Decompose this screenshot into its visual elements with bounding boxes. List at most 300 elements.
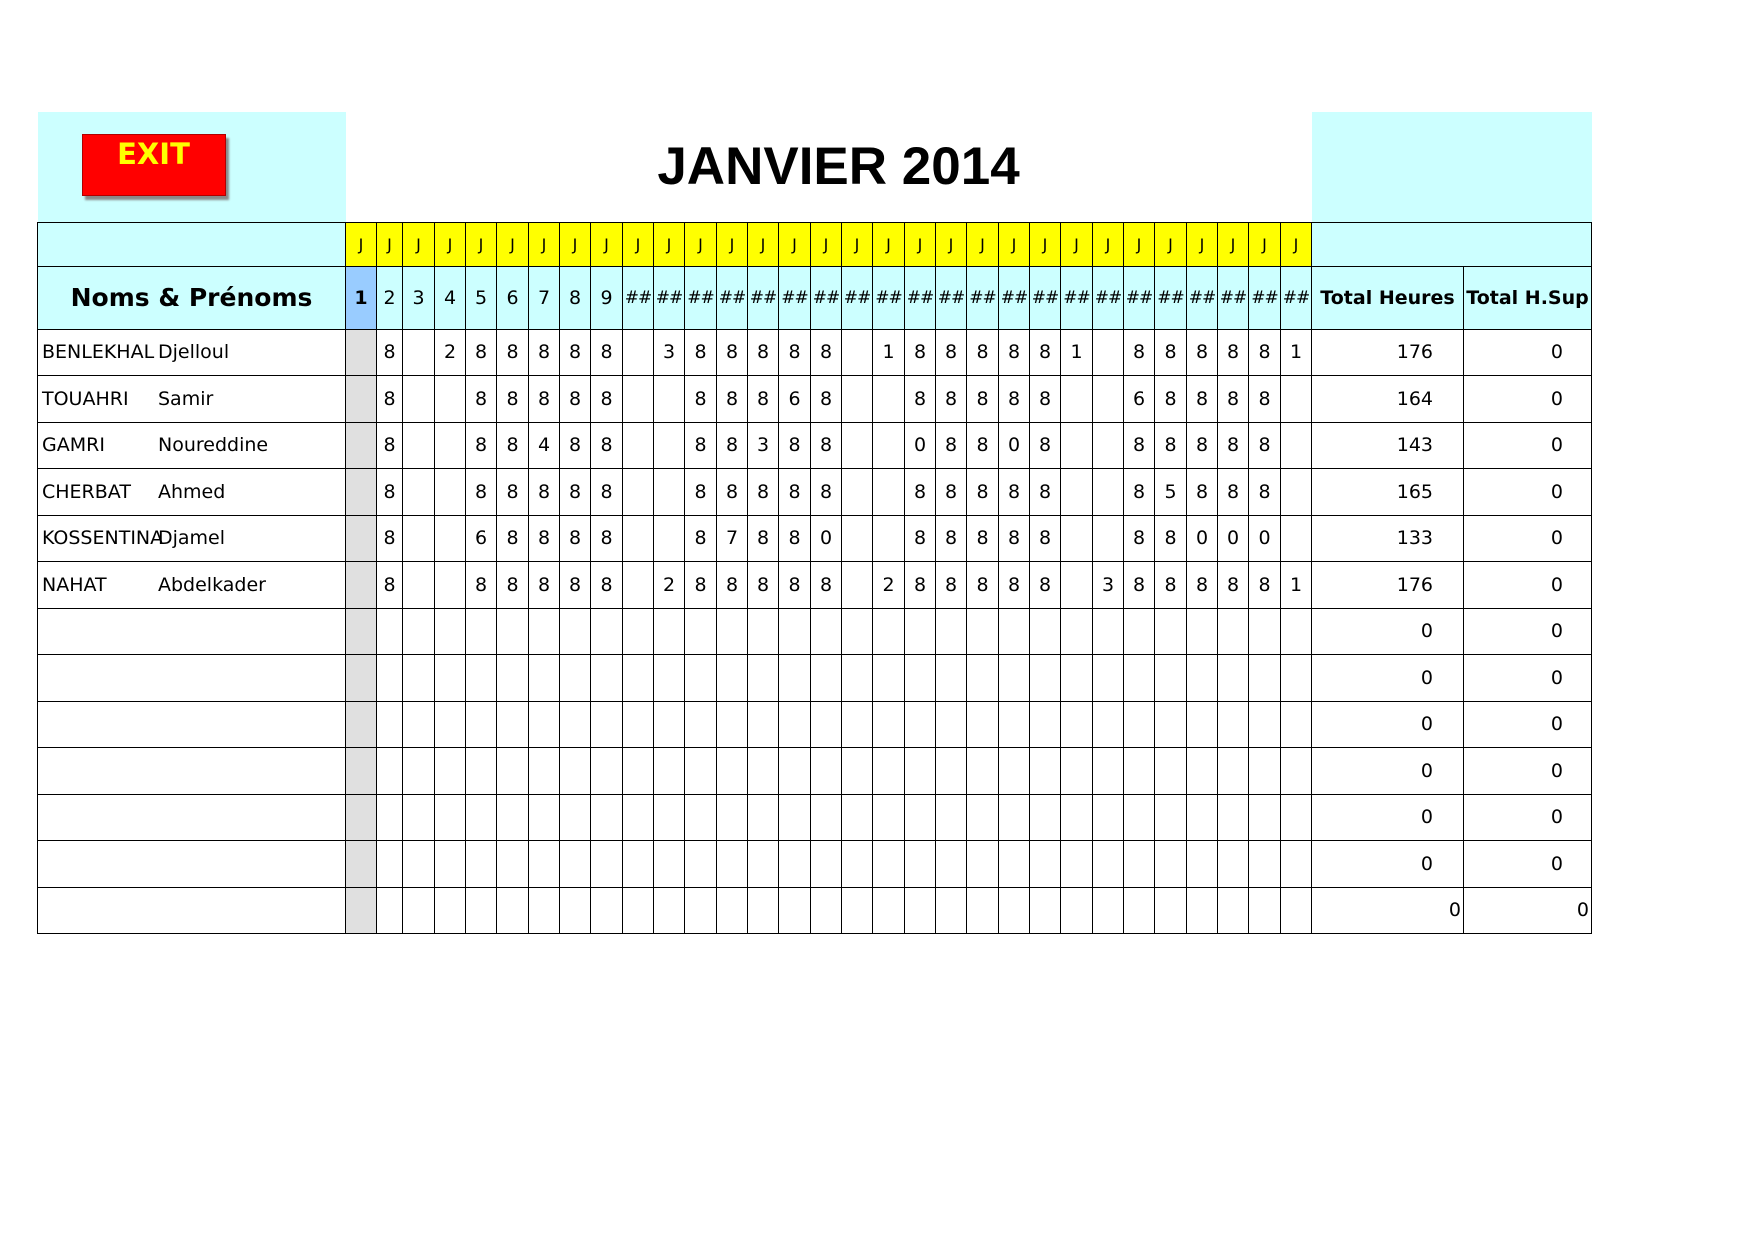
day-hours-cell[interactable]: 8 (779, 515, 811, 562)
day-hours-cell[interactable] (1218, 655, 1249, 702)
day-hours-cell[interactable]: 8 (466, 469, 497, 516)
day-number-header[interactable]: ## (1218, 266, 1249, 329)
day-hours-cell[interactable]: 0 (905, 422, 936, 469)
day-hours-cell[interactable]: 8 (1155, 329, 1187, 376)
day-hours-cell[interactable]: 1 (873, 329, 905, 376)
day-hours-cell[interactable]: 8 (591, 329, 623, 376)
day-hours-cell[interactable]: 8 (466, 422, 497, 469)
employee-name-cell[interactable] (38, 376, 346, 423)
employee-name-cell[interactable] (38, 469, 346, 516)
day-hours-cell[interactable] (779, 655, 811, 702)
day-hours-cell[interactable] (811, 794, 842, 841)
day-hours-cell[interactable] (529, 794, 560, 841)
day-number-header[interactable]: ## (967, 266, 999, 329)
day-hours-cell[interactable]: 8 (905, 329, 936, 376)
day-number-header[interactable]: ## (654, 266, 685, 329)
day-hours-cell[interactable] (1187, 608, 1218, 655)
day-hours-cell[interactable]: 8 (999, 469, 1030, 516)
day-hours-cell[interactable] (591, 887, 623, 934)
day-hours-cell[interactable]: 8 (560, 469, 591, 516)
employee-name-cell[interactable] (38, 841, 346, 888)
day-hours-cell[interactable] (346, 655, 377, 702)
day-hours-cell[interactable] (623, 376, 654, 423)
day-hours-cell[interactable] (1061, 655, 1093, 702)
day-hours-cell[interactable] (466, 794, 497, 841)
day-hours-cell[interactable] (999, 887, 1030, 934)
day-hours-cell[interactable] (905, 701, 936, 748)
day-number-header[interactable]: 5 (466, 266, 497, 329)
day-number-header[interactable]: ## (717, 266, 748, 329)
day-hours-cell[interactable] (905, 655, 936, 702)
day-hours-cell[interactable] (497, 608, 529, 655)
day-hours-cell[interactable] (873, 422, 905, 469)
day-hours-cell[interactable] (623, 887, 654, 934)
day-hours-cell[interactable] (842, 794, 873, 841)
day-hours-cell[interactable] (905, 887, 936, 934)
day-hours-cell[interactable]: 8 (1124, 422, 1155, 469)
day-hours-cell[interactable]: 8 (1249, 469, 1281, 516)
employee-name-cell[interactable] (38, 608, 346, 655)
day-hours-cell[interactable] (466, 841, 497, 888)
day-hours-cell[interactable] (1249, 748, 1281, 795)
day-hours-cell[interactable] (811, 608, 842, 655)
day-hours-cell[interactable] (377, 887, 403, 934)
day-hours-cell[interactable] (999, 701, 1030, 748)
day-hours-cell[interactable]: 8 (748, 376, 779, 423)
day-hours-cell[interactable] (466, 608, 497, 655)
day-hours-cell[interactable] (403, 515, 435, 562)
day-hours-cell[interactable] (811, 655, 842, 702)
day-hours-cell[interactable]: 8 (529, 376, 560, 423)
day-hours-cell[interactable] (779, 701, 811, 748)
day-hours-cell[interactable]: 8 (936, 469, 967, 516)
day-hours-cell[interactable] (346, 748, 377, 795)
day-hours-cell[interactable] (1187, 701, 1218, 748)
day-hours-cell[interactable] (497, 748, 529, 795)
day-hours-cell[interactable]: 8 (811, 469, 842, 516)
day-hours-cell[interactable] (591, 608, 623, 655)
day-number-header[interactable]: 9 (591, 266, 623, 329)
day-hours-cell[interactable] (435, 376, 466, 423)
day-hours-cell[interactable] (403, 376, 435, 423)
day-hours-cell[interactable] (1155, 608, 1187, 655)
day-hours-cell[interactable]: 8 (779, 562, 811, 609)
day-hours-cell[interactable] (1093, 655, 1124, 702)
day-number-header[interactable]: 1 (346, 266, 377, 329)
day-number-header[interactable]: ## (1187, 266, 1218, 329)
day-hours-cell[interactable] (779, 748, 811, 795)
day-hours-cell[interactable] (1124, 887, 1155, 934)
day-hours-cell[interactable] (560, 608, 591, 655)
employee-name-cell[interactable] (38, 655, 346, 702)
day-hours-cell[interactable] (842, 887, 873, 934)
day-hours-cell[interactable] (1281, 841, 1312, 888)
employee-name-cell[interactable] (38, 701, 346, 748)
day-hours-cell[interactable]: 8 (717, 376, 748, 423)
day-hours-cell[interactable] (1249, 794, 1281, 841)
day-hours-cell[interactable]: 3 (654, 329, 685, 376)
day-number-header[interactable]: ## (685, 266, 717, 329)
day-hours-cell[interactable] (1124, 701, 1155, 748)
employee-name-cell[interactable] (38, 562, 346, 609)
day-hours-cell[interactable] (1218, 841, 1249, 888)
day-hours-cell[interactable] (873, 608, 905, 655)
day-hours-cell[interactable] (591, 748, 623, 795)
day-hours-cell[interactable] (377, 794, 403, 841)
day-hours-cell[interactable] (685, 701, 717, 748)
day-hours-cell[interactable]: 8 (560, 376, 591, 423)
day-hours-cell[interactable] (435, 887, 466, 934)
day-hours-cell[interactable] (1281, 608, 1312, 655)
day-hours-cell[interactable]: 8 (811, 376, 842, 423)
day-hours-cell[interactable]: 8 (1218, 469, 1249, 516)
employee-name-cell[interactable] (38, 887, 346, 934)
day-hours-cell[interactable] (873, 841, 905, 888)
day-hours-cell[interactable] (685, 655, 717, 702)
day-number-header[interactable]: 8 (560, 266, 591, 329)
day-hours-cell[interactable] (346, 562, 377, 609)
day-hours-cell[interactable] (529, 841, 560, 888)
day-hours-cell[interactable]: 8 (1124, 469, 1155, 516)
day-hours-cell[interactable] (591, 841, 623, 888)
day-number-header[interactable]: 2 (377, 266, 403, 329)
day-hours-cell[interactable]: 8 (717, 329, 748, 376)
day-hours-cell[interactable] (967, 794, 999, 841)
day-hours-cell[interactable]: 6 (779, 376, 811, 423)
day-hours-cell[interactable] (1249, 608, 1281, 655)
day-hours-cell[interactable] (811, 748, 842, 795)
day-number-header[interactable]: ## (1061, 266, 1093, 329)
day-hours-cell[interactable]: 8 (560, 562, 591, 609)
day-hours-cell[interactable] (1187, 655, 1218, 702)
day-hours-cell[interactable] (560, 701, 591, 748)
day-hours-cell[interactable] (685, 608, 717, 655)
day-hours-cell[interactable] (999, 841, 1030, 888)
day-hours-cell[interactable]: 8 (1187, 376, 1218, 423)
day-hours-cell[interactable] (466, 701, 497, 748)
day-hours-cell[interactable] (377, 701, 403, 748)
day-hours-cell[interactable] (346, 515, 377, 562)
day-hours-cell[interactable] (999, 655, 1030, 702)
day-hours-cell[interactable] (403, 887, 435, 934)
day-hours-cell[interactable]: 8 (1030, 422, 1061, 469)
day-hours-cell[interactable]: 8 (591, 515, 623, 562)
day-hours-cell[interactable]: 8 (717, 422, 748, 469)
day-hours-cell[interactable] (591, 701, 623, 748)
day-number-header[interactable]: ## (811, 266, 842, 329)
day-number-header[interactable]: ## (842, 266, 873, 329)
day-hours-cell[interactable] (654, 748, 685, 795)
day-hours-cell[interactable] (560, 655, 591, 702)
day-hours-cell[interactable]: 8 (1155, 515, 1187, 562)
day-hours-cell[interactable] (967, 701, 999, 748)
day-hours-cell[interactable]: 8 (999, 329, 1030, 376)
day-hours-cell[interactable] (1155, 701, 1187, 748)
day-hours-cell[interactable]: 8 (497, 376, 529, 423)
day-hours-cell[interactable] (1249, 841, 1281, 888)
day-hours-cell[interactable] (873, 376, 905, 423)
day-hours-cell[interactable]: 8 (377, 469, 403, 516)
employee-name-cell[interactable] (38, 748, 346, 795)
day-number-header[interactable]: ## (748, 266, 779, 329)
day-hours-cell[interactable] (1061, 469, 1093, 516)
day-hours-cell[interactable] (529, 655, 560, 702)
day-hours-cell[interactable] (377, 841, 403, 888)
day-hours-cell[interactable]: 7 (717, 515, 748, 562)
day-hours-cell[interactable]: 8 (529, 469, 560, 516)
day-hours-cell[interactable] (346, 841, 377, 888)
day-hours-cell[interactable]: 1 (1061, 329, 1093, 376)
day-hours-cell[interactable] (346, 794, 377, 841)
day-hours-cell[interactable] (842, 748, 873, 795)
day-hours-cell[interactable] (346, 887, 377, 934)
day-hours-cell[interactable] (1281, 376, 1312, 423)
day-hours-cell[interactable] (1093, 469, 1124, 516)
day-hours-cell[interactable] (1030, 608, 1061, 655)
day-hours-cell[interactable] (936, 748, 967, 795)
day-hours-cell[interactable] (1093, 794, 1124, 841)
day-hours-cell[interactable]: 8 (377, 562, 403, 609)
day-hours-cell[interactable] (936, 608, 967, 655)
day-hours-cell[interactable] (842, 562, 873, 609)
day-hours-cell[interactable] (403, 422, 435, 469)
day-hours-cell[interactable] (346, 329, 377, 376)
day-hours-cell[interactable] (842, 469, 873, 516)
day-hours-cell[interactable] (1281, 794, 1312, 841)
day-hours-cell[interactable] (1093, 515, 1124, 562)
day-hours-cell[interactable] (842, 515, 873, 562)
day-hours-cell[interactable]: 8 (748, 515, 779, 562)
day-hours-cell[interactable] (346, 701, 377, 748)
day-hours-cell[interactable] (748, 655, 779, 702)
day-hours-cell[interactable]: 8 (905, 515, 936, 562)
day-hours-cell[interactable] (497, 841, 529, 888)
day-hours-cell[interactable]: 8 (560, 422, 591, 469)
day-number-header[interactable]: ## (873, 266, 905, 329)
day-hours-cell[interactable] (1281, 422, 1312, 469)
day-hours-cell[interactable] (591, 655, 623, 702)
day-hours-cell[interactable] (748, 841, 779, 888)
day-hours-cell[interactable]: 8 (529, 329, 560, 376)
day-hours-cell[interactable]: 8 (779, 422, 811, 469)
day-hours-cell[interactable] (654, 608, 685, 655)
day-hours-cell[interactable]: 8 (905, 562, 936, 609)
day-hours-cell[interactable] (1061, 422, 1093, 469)
day-hours-cell[interactable]: 8 (717, 562, 748, 609)
day-hours-cell[interactable] (654, 376, 685, 423)
day-hours-cell[interactable] (999, 794, 1030, 841)
day-hours-cell[interactable]: 8 (1218, 376, 1249, 423)
day-hours-cell[interactable] (936, 794, 967, 841)
day-hours-cell[interactable]: 8 (497, 515, 529, 562)
day-hours-cell[interactable] (560, 841, 591, 888)
day-hours-cell[interactable]: 0 (1187, 515, 1218, 562)
day-hours-cell[interactable] (529, 608, 560, 655)
day-hours-cell[interactable] (435, 841, 466, 888)
day-hours-cell[interactable] (1093, 376, 1124, 423)
day-hours-cell[interactable]: 8 (1030, 329, 1061, 376)
day-hours-cell[interactable] (466, 655, 497, 702)
day-hours-cell[interactable] (654, 469, 685, 516)
day-hours-cell[interactable]: 8 (1249, 562, 1281, 609)
day-hours-cell[interactable]: 8 (1155, 376, 1187, 423)
day-hours-cell[interactable] (1218, 887, 1249, 934)
day-hours-cell[interactable] (435, 562, 466, 609)
day-hours-cell[interactable]: 8 (1249, 376, 1281, 423)
day-hours-cell[interactable]: 8 (377, 422, 403, 469)
day-hours-cell[interactable] (1249, 701, 1281, 748)
day-hours-cell[interactable] (1093, 608, 1124, 655)
employee-name-cell[interactable] (38, 422, 346, 469)
day-hours-cell[interactable] (403, 701, 435, 748)
day-number-header[interactable]: ## (936, 266, 967, 329)
day-hours-cell[interactable]: 0 (1249, 515, 1281, 562)
day-hours-cell[interactable]: 8 (466, 376, 497, 423)
day-hours-cell[interactable]: 8 (1187, 562, 1218, 609)
day-hours-cell[interactable] (497, 655, 529, 702)
day-hours-cell[interactable] (1218, 748, 1249, 795)
day-hours-cell[interactable] (842, 701, 873, 748)
day-number-header[interactable]: ## (1281, 266, 1312, 329)
day-hours-cell[interactable]: 8 (1155, 422, 1187, 469)
day-hours-cell[interactable] (1155, 841, 1187, 888)
day-hours-cell[interactable] (717, 794, 748, 841)
day-hours-cell[interactable] (1187, 748, 1218, 795)
day-hours-cell[interactable]: 8 (936, 562, 967, 609)
day-hours-cell[interactable] (1093, 422, 1124, 469)
day-hours-cell[interactable] (435, 655, 466, 702)
day-hours-cell[interactable] (435, 422, 466, 469)
day-hours-cell[interactable] (967, 841, 999, 888)
day-hours-cell[interactable]: 8 (748, 329, 779, 376)
day-hours-cell[interactable]: 3 (1093, 562, 1124, 609)
day-hours-cell[interactable]: 8 (497, 422, 529, 469)
day-hours-cell[interactable]: 8 (967, 515, 999, 562)
day-hours-cell[interactable] (1281, 515, 1312, 562)
day-hours-cell[interactable]: 8 (1124, 329, 1155, 376)
day-hours-cell[interactable] (623, 841, 654, 888)
day-hours-cell[interactable]: 0 (811, 515, 842, 562)
day-hours-cell[interactable] (873, 794, 905, 841)
day-hours-cell[interactable]: 8 (591, 469, 623, 516)
day-hours-cell[interactable] (346, 422, 377, 469)
day-hours-cell[interactable] (717, 887, 748, 934)
day-hours-cell[interactable] (466, 887, 497, 934)
day-hours-cell[interactable] (1030, 655, 1061, 702)
day-hours-cell[interactable] (936, 887, 967, 934)
day-hours-cell[interactable] (779, 608, 811, 655)
day-number-header[interactable]: ## (1093, 266, 1124, 329)
day-hours-cell[interactable] (842, 655, 873, 702)
day-hours-cell[interactable] (435, 748, 466, 795)
day-hours-cell[interactable] (346, 376, 377, 423)
day-hours-cell[interactable]: 8 (967, 422, 999, 469)
day-number-header[interactable]: ## (905, 266, 936, 329)
day-hours-cell[interactable] (936, 841, 967, 888)
day-hours-cell[interactable] (654, 701, 685, 748)
day-hours-cell[interactable] (811, 887, 842, 934)
day-hours-cell[interactable]: 8 (967, 376, 999, 423)
day-hours-cell[interactable] (654, 887, 685, 934)
day-hours-cell[interactable] (623, 469, 654, 516)
day-hours-cell[interactable] (1124, 794, 1155, 841)
day-hours-cell[interactable] (1218, 701, 1249, 748)
day-hours-cell[interactable] (717, 608, 748, 655)
day-hours-cell[interactable] (905, 841, 936, 888)
day-hours-cell[interactable]: 8 (779, 469, 811, 516)
day-hours-cell[interactable] (377, 748, 403, 795)
day-hours-cell[interactable] (1061, 841, 1093, 888)
day-hours-cell[interactable]: 8 (685, 515, 717, 562)
day-hours-cell[interactable] (654, 422, 685, 469)
day-number-header[interactable]: ## (623, 266, 654, 329)
day-hours-cell[interactable] (346, 608, 377, 655)
day-hours-cell[interactable]: 8 (748, 469, 779, 516)
day-hours-cell[interactable] (1061, 608, 1093, 655)
day-hours-cell[interactable] (685, 841, 717, 888)
day-hours-cell[interactable] (1093, 748, 1124, 795)
day-hours-cell[interactable] (779, 887, 811, 934)
day-number-header[interactable]: 4 (435, 266, 466, 329)
day-hours-cell[interactable] (560, 887, 591, 934)
day-hours-cell[interactable] (497, 887, 529, 934)
day-hours-cell[interactable]: 8 (377, 329, 403, 376)
day-hours-cell[interactable]: 8 (529, 562, 560, 609)
day-hours-cell[interactable] (1061, 701, 1093, 748)
day-hours-cell[interactable] (811, 701, 842, 748)
day-hours-cell[interactable] (905, 794, 936, 841)
day-hours-cell[interactable] (1155, 748, 1187, 795)
day-hours-cell[interactable] (873, 469, 905, 516)
day-hours-cell[interactable]: 6 (1124, 376, 1155, 423)
day-hours-cell[interactable]: 8 (967, 562, 999, 609)
day-hours-cell[interactable] (1124, 655, 1155, 702)
day-hours-cell[interactable] (1249, 655, 1281, 702)
day-hours-cell[interactable]: 8 (1155, 562, 1187, 609)
day-hours-cell[interactable] (1124, 748, 1155, 795)
day-hours-cell[interactable]: 8 (497, 329, 529, 376)
day-hours-cell[interactable]: 8 (1187, 329, 1218, 376)
day-hours-cell[interactable]: 8 (685, 422, 717, 469)
day-hours-cell[interactable] (560, 794, 591, 841)
day-hours-cell[interactable]: 8 (779, 329, 811, 376)
day-hours-cell[interactable] (967, 887, 999, 934)
day-hours-cell[interactable] (1030, 701, 1061, 748)
day-hours-cell[interactable]: 8 (811, 422, 842, 469)
employee-name-cell[interactable] (38, 794, 346, 841)
day-hours-cell[interactable]: 8 (377, 515, 403, 562)
day-hours-cell[interactable] (497, 794, 529, 841)
day-hours-cell[interactable] (873, 748, 905, 795)
day-hours-cell[interactable]: 6 (466, 515, 497, 562)
day-hours-cell[interactable] (403, 748, 435, 795)
day-hours-cell[interactable]: 8 (748, 562, 779, 609)
day-hours-cell[interactable]: 8 (685, 469, 717, 516)
day-hours-cell[interactable]: 8 (811, 562, 842, 609)
day-hours-cell[interactable] (1061, 748, 1093, 795)
day-hours-cell[interactable]: 8 (685, 329, 717, 376)
day-hours-cell[interactable] (1187, 841, 1218, 888)
day-hours-cell[interactable]: 8 (1187, 422, 1218, 469)
day-hours-cell[interactable] (685, 887, 717, 934)
day-hours-cell[interactable] (1155, 887, 1187, 934)
day-hours-cell[interactable] (591, 794, 623, 841)
day-hours-cell[interactable]: 4 (529, 422, 560, 469)
day-hours-cell[interactable] (435, 608, 466, 655)
day-hours-cell[interactable] (842, 329, 873, 376)
day-hours-cell[interactable]: 0 (1218, 515, 1249, 562)
day-number-header[interactable]: ## (779, 266, 811, 329)
